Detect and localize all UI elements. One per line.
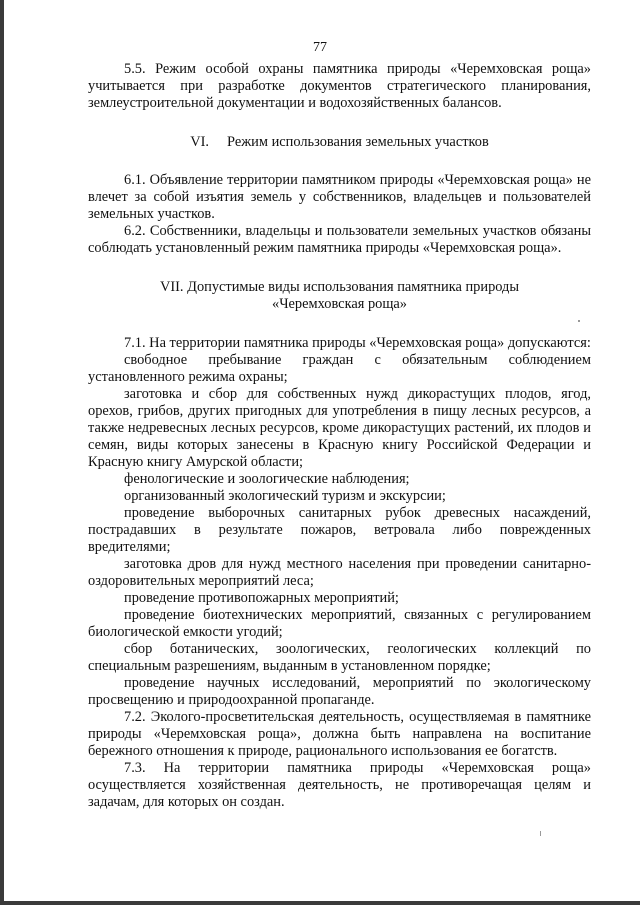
section-heading-6-number: VI. <box>190 134 210 150</box>
section-heading-7-line1: VII. Допустимые виды использования памятника природы <box>159 279 520 295</box>
scan-edge-bottom <box>0 901 640 905</box>
paragraph-7-3: 7.3. На территории памятника природы «Черемховская роща» осуществляется хозяйственная деятельность, не противоречащая целям и задачам, для которых он создан. <box>88 760 591 810</box>
list-item: проведение научных исследований, мероприятий по экологическому просвещению и природоохранной пропаганде. <box>88 675 591 708</box>
paragraph-6-1: 6.1. Объявление территории памятником природы «Черемховская роща» не влечет за собой изъятия земель у собственников, владельцев и пользователей земельных участков. <box>88 172 591 222</box>
list-item: заготовка дров для нужд местного населения при проведении санитарно-оздоровительных мероприятий леса; <box>88 556 591 589</box>
document-body <box>88 61 591 811</box>
section-heading-7-line2: «Черемховская роща» <box>272 296 407 312</box>
paragraph-7-1-intro: 7.1. На территории памятника природы «Черемховская роща» допускаются: <box>124 335 591 351</box>
list-item: проведение выборочных санитарных рубок древесных насаждений, пострадавших в результате пожаров, ветровала либо поврежденных вредителями; <box>88 505 591 555</box>
paragraph-7-2: 7.2. Эколого-просветительская деятельность, осуществляемая в памятнике природы «Черемховская роща», должна быть направлена на воспитание бережного отношения к природе, рационального использования ее богатств. <box>88 709 591 759</box>
scan-speck <box>540 831 541 836</box>
page-number: 77 <box>313 40 327 55</box>
list-item: проведение противопожарных мероприятий; <box>124 590 399 606</box>
list-item: проведение биотехнических мероприятий, связанных с регулированием биологической емкости угодий; <box>88 607 591 640</box>
list-item: сбор ботанических, зоологических, геологических коллекций по специальным разрешениям, выданным в установленном порядке; <box>88 641 591 674</box>
paragraph-5-5: 5.5. Режим особой охраны памятника природы «Черемховская роща» учитывается при разработке документов стратегического планирования, землеустроительной документации и водохозяйственных балансов. <box>88 61 591 111</box>
section-heading-6 <box>88 134 591 151</box>
scan-edge-left <box>0 0 4 905</box>
list-item: фенологические и зоологические наблюдения; <box>124 471 410 487</box>
list-item: заготовка и сбор для собственных нужд дикорастущих плодов, ягод, орехов, грибов, других пригодных для употребления в пищу лесных ресурсов, а также недревесных лесных ресурсов, кроме дикорастущих растений, их плодов и семян, виды которых занесены в Красную книгу Российской Федерации и Красную книгу Амурской области; <box>88 386 591 470</box>
list-item: организованный экологический туризм и экскурсии; <box>124 488 446 504</box>
list-item: свободное пребывание граждан с обязательным соблюдением установленного режима охраны; <box>88 352 591 385</box>
paragraph-6-2: 6.2. Собственники, владельцы и пользователи земельных участков обязаны соблюдать установленный режим памятника природы «Черемховская роща». <box>88 223 591 256</box>
section-heading-6-title: Режим использования земельных участков <box>227 134 489 150</box>
